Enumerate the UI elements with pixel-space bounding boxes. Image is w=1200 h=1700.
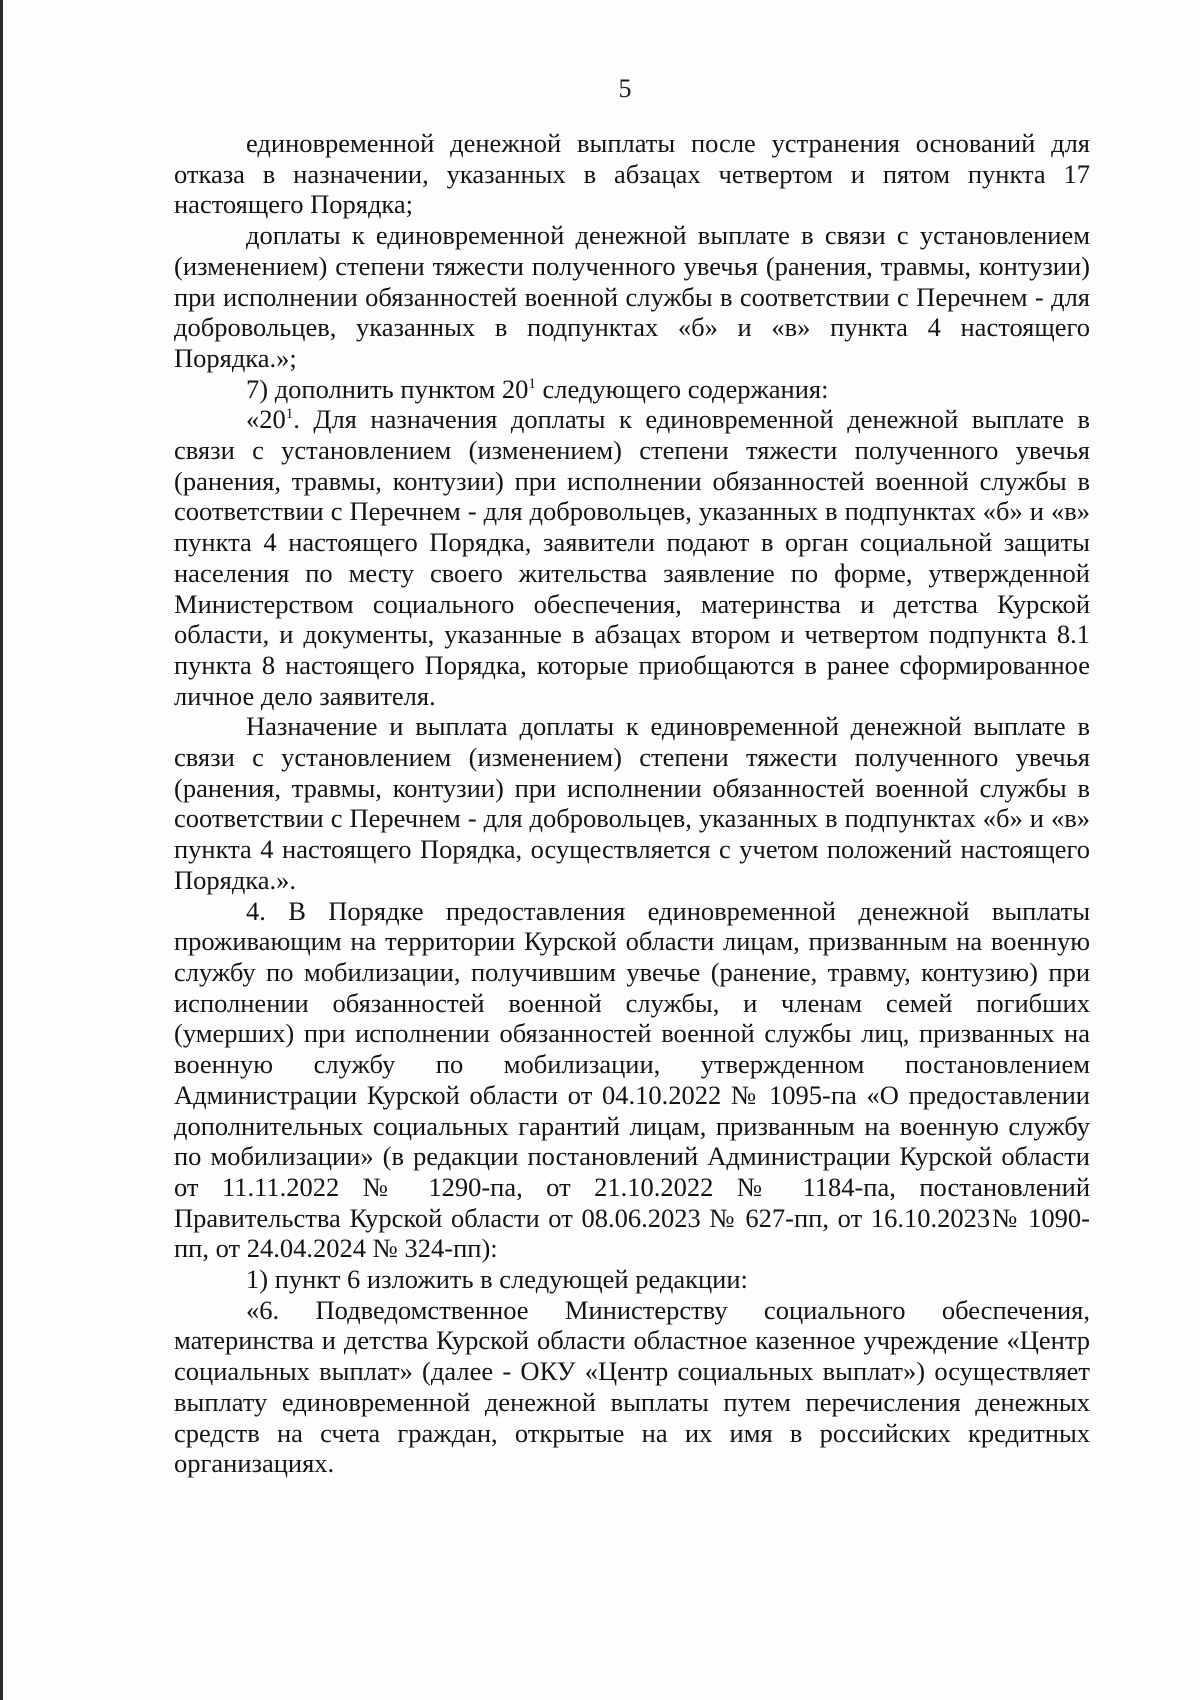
scan-border: [0, 0, 3, 1700]
paragraph-item-7-text: 7) дополнить пунктом 20: [246, 373, 529, 404]
paragraph-section-4: 4. В Порядке предоставления единовременной денежной выплаты проживающим на территории Курской области лицам, призванным на военную службу по мобилизации, получившим увечье (ранение, травму, контузию) при исполнении обязанностей военной службы, и членам семей погибших (умерших) при исполнении обязанностей военной службы лиц, призванных на военную службу по мобилизации, утвержденном постановлением Администрации Курской области от 04.10.2022 № 1095-па «О предоставлении дополнительных социальных гарантий лицам, призванным на военную службу по мобилизации» (в редакции постановлений Администрации Курской области от 11.11.2022 № 1290-па, от 21.10.2022 № 1184-па, постановлений Правительства Курской области от 08.06.2023 № 627-пп, от 16.10.2023№ 1090-пп, от 24.04.2024 № 324-пп):: [174, 895, 1090, 1264]
clause-20-1-text: . Для назначения доплаты к единовременной денежной выплате в связи с установлением (изменением) степени тяжести полученного увечья (ранения, травмы, контузии) при исполнении обязанностей военной службы в соответствии с Перечнем - для добровольцев, указанных в подпунктах «б» и «в» пункта 4 настоящего Порядка, заявители подают в орган социальной защиты населения по месту своего жительства заявление по форме, утвержденной Министерством социального обеспечения, материнства и детства Курской области, и документы, указанные в абзацах втором и четвертом подпункта 8.1 пункта 8 настоящего Порядка, которые приобщаются в ранее сформированное личное дело заявителя.: [174, 404, 1090, 711]
paragraph-supplement: доплаты к единовременной денежной выплате в связи с установлением (изменением) степени тяжести полученного увечья (ранения, травмы, контузии) при исполнении обязанностей военной службы в соответствии с Перечнем - для добровольцев, указанных в подпунктах «б» и «в» пункта 4 настоящего Порядка.»;: [174, 220, 1090, 373]
document-body: [174, 128, 1090, 1479]
paragraph-item-7: [174, 374, 1090, 405]
paragraph-clause-20-1: [174, 404, 1090, 711]
paragraph-clause-6: «6. Подведомственное Министерству социального обеспечения, материнства и детства Курской области областное казенное учреждение «Центр социальных выплат» (далее - ОКУ «Центр социальных выплат») осуществляет выплату единовременной денежной выплаты путем перечисления денежных средств на счета граждан, открытые на их имя в российских кредитных организациях.: [174, 1294, 1090, 1479]
clause-20-1-number: «20: [246, 404, 286, 435]
paragraph-assignment: Назначение и выплата доплаты к единовременной денежной выплате в связи с установлением (изменением) степени тяжести полученного увечья (ранения, травмы, контузии) при исполнении обязанностей военной службы в соответствии с Перечнем - для добровольцев, указанных в подпунктах «б» и «в» пункта 4 настоящего Порядка, осуществляется с учетом положений настоящего Порядка.».: [174, 711, 1090, 895]
paragraph-continuation: единовременной денежной выплаты после устранения оснований для отказа в назначении, указанных в абзацах четвертом и пятом пункта 17 настоящего Порядка;: [174, 128, 1090, 220]
paragraph-item-1: 1) пункт 6 изложить в следующей редакции:: [246, 1264, 748, 1295]
page-number: 5: [618, 74, 632, 103]
superscript: 1: [285, 406, 294, 423]
paragraph-item-7-text-after: следующего содержания:: [535, 373, 829, 404]
superscript: 1: [528, 375, 536, 392]
